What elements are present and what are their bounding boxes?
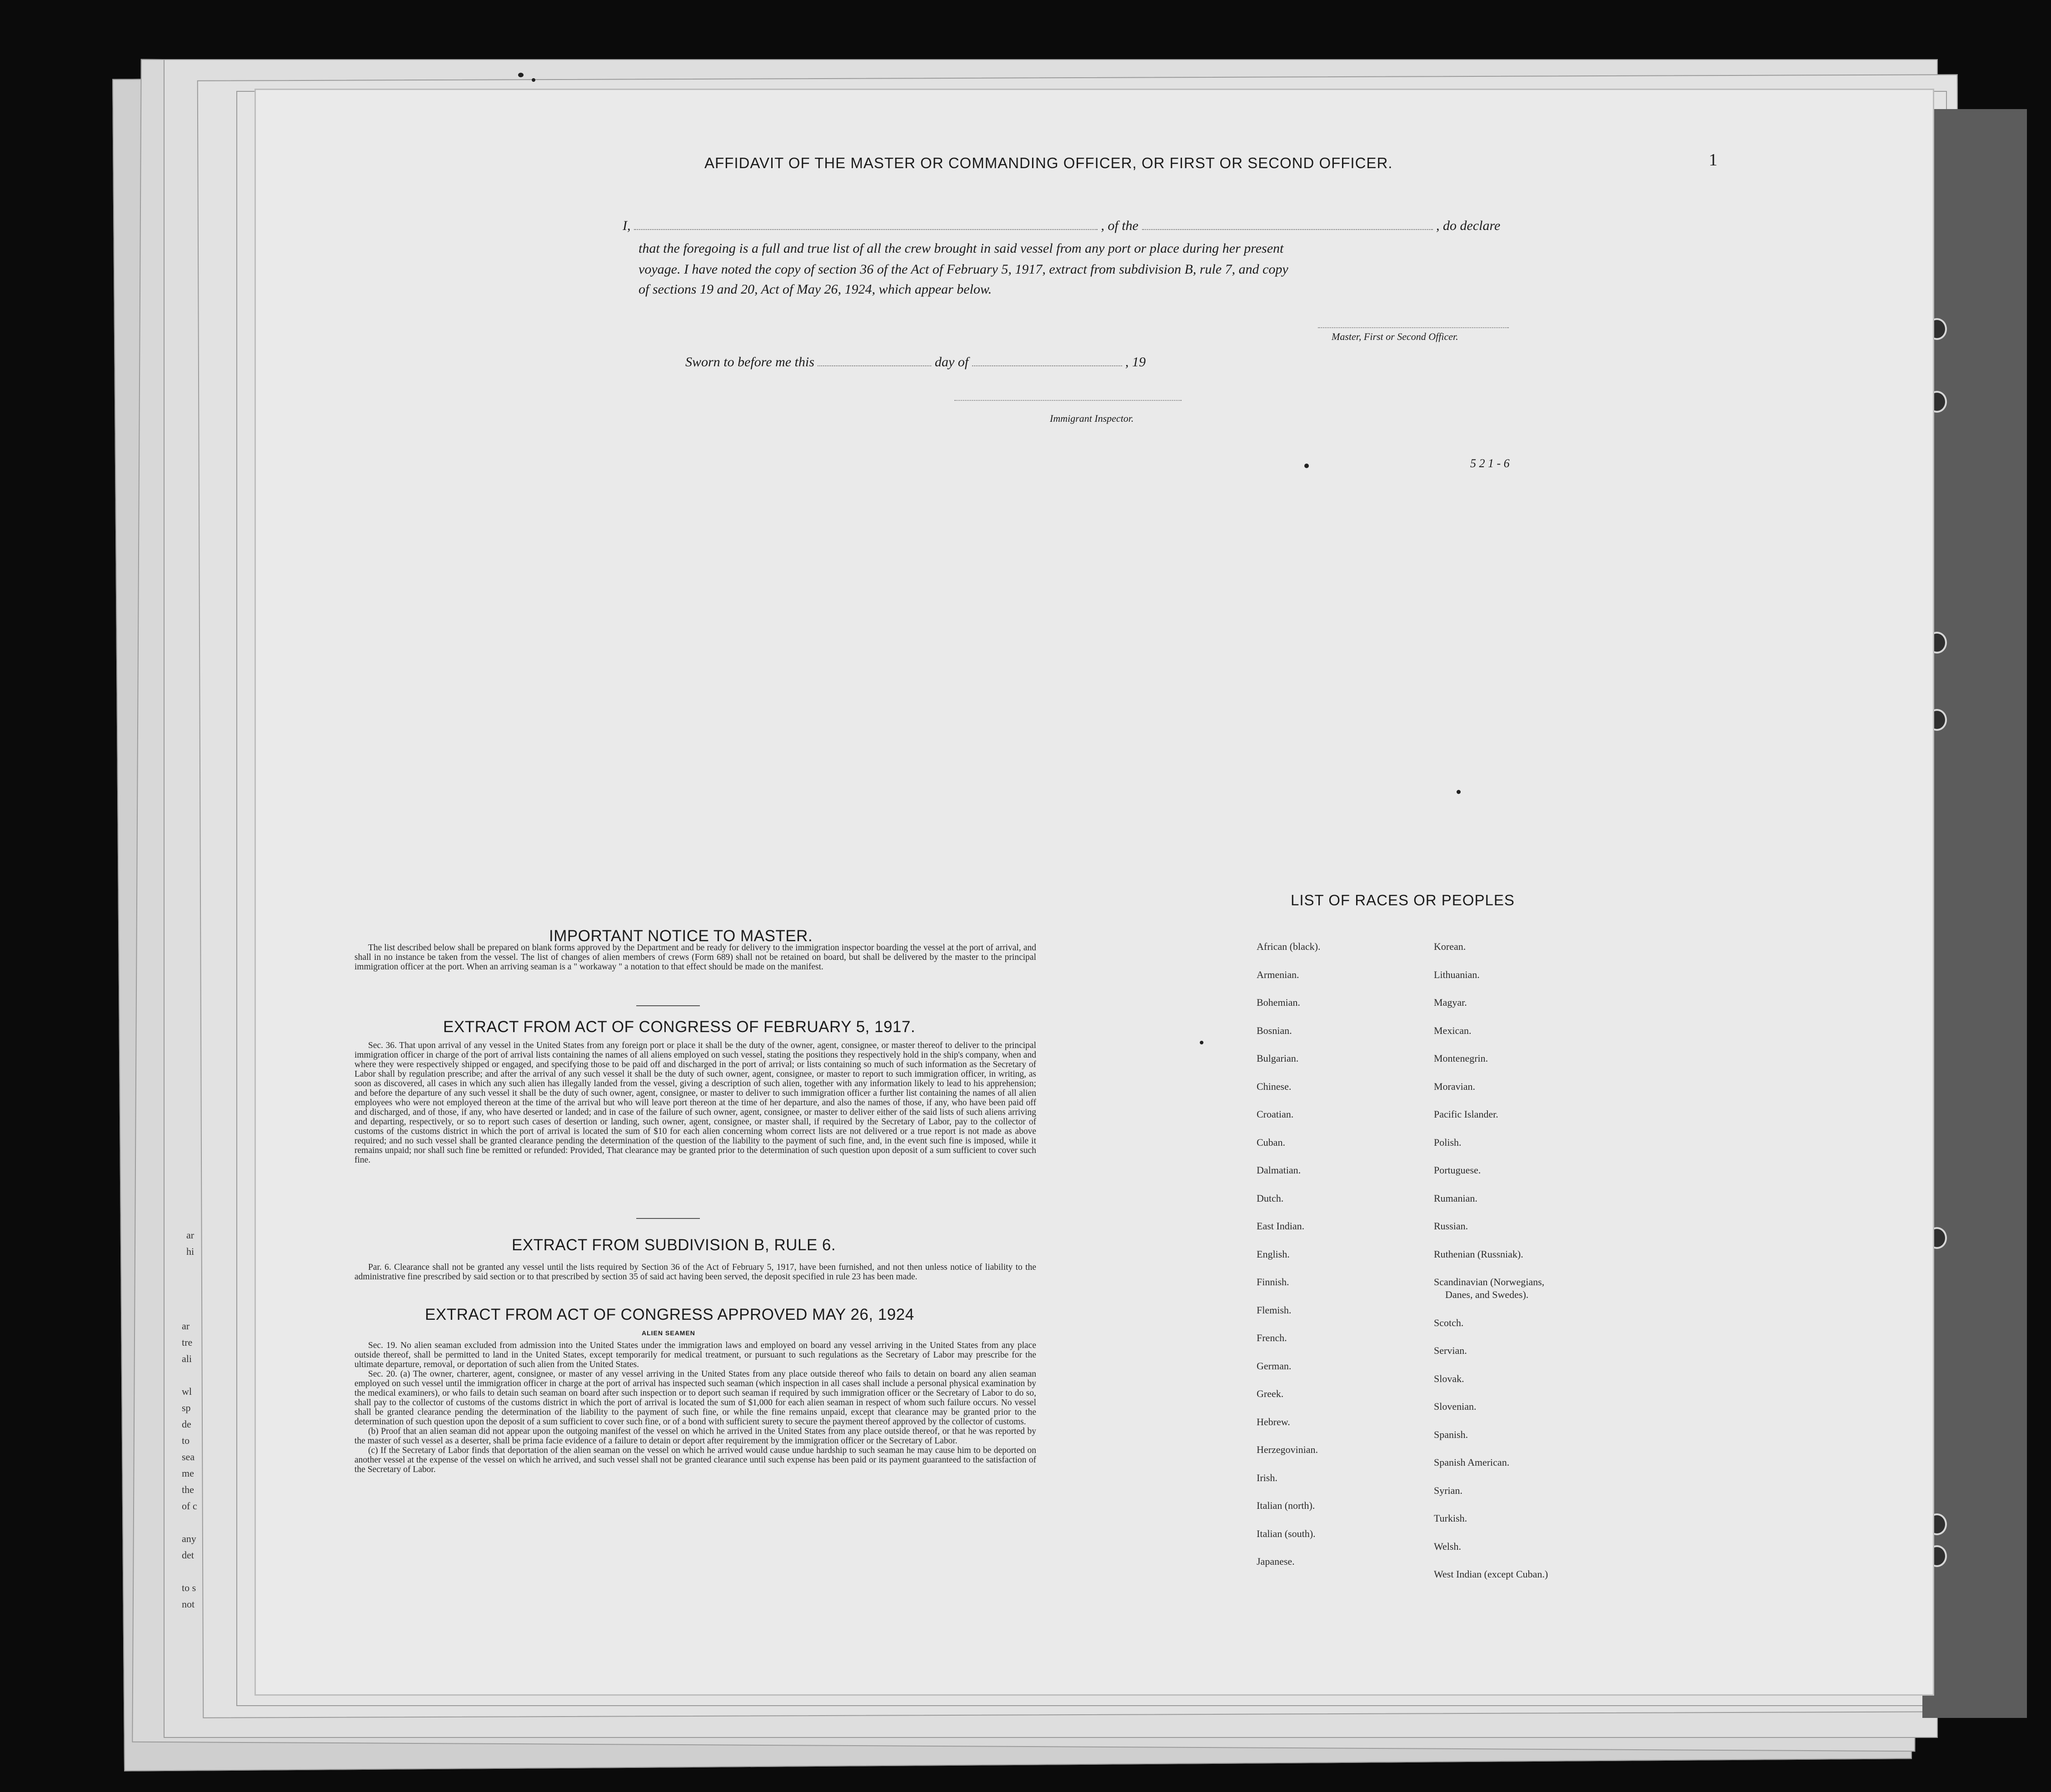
- race-item: Greek.: [1257, 1388, 1284, 1399]
- race-item: Chinese.: [1257, 1080, 1292, 1092]
- notice-title: IMPORTANT NOTICE TO MASTER.: [549, 927, 813, 945]
- dust-speck: [1200, 1041, 1203, 1044]
- race-item: Croatian.: [1257, 1108, 1294, 1120]
- sworn-label: Sworn to before me this: [685, 354, 814, 369]
- affidavit-i-label: I,: [623, 218, 631, 233]
- race-item: Hebrew.: [1257, 1416, 1290, 1428]
- race-item: Irish.: [1257, 1472, 1278, 1483]
- race-item: Mexican.: [1434, 1024, 1472, 1036]
- race-item: Magyar.: [1434, 997, 1467, 1008]
- affidavit-text-line: of sections 19 and 20, Act of May 26, 1924, which appear below.: [639, 282, 992, 297]
- race-item: African (black).: [1257, 941, 1321, 952]
- dust-speck: [1457, 790, 1461, 794]
- race-item: Bosnian.: [1257, 1024, 1292, 1036]
- race-item: Moravian.: [1434, 1080, 1476, 1092]
- affidavit-of-the-label: , of the: [1101, 218, 1138, 233]
- section-20c-paragraph: (c) If the Secretary of Labor finds that deportation of the alien seaman on the vessel on which he arrived would cause undue hardship to such seaman he may cause him to be deported on another vessel at the expense of the vessel on which he arrived, and such vessel shall not be granted clearance until such expense has been paid or its payment guaranteed to the satisfaction of the Secretary of Labor.: [354, 1446, 1036, 1474]
- race-item: Dutch.: [1257, 1192, 1284, 1204]
- race-item: Spanish American.: [1434, 1457, 1510, 1468]
- race-item: West Indian (except Cuban.): [1434, 1568, 1548, 1580]
- vessel-blank-field[interactable]: [1142, 218, 1433, 230]
- dust-speck: [518, 73, 524, 77]
- extract-1924-title: EXTRACT FROM ACT OF CONGRESS APPROVED MAY 26, 1924: [425, 1306, 914, 1323]
- race-item: Spanish.: [1434, 1428, 1468, 1440]
- page-number: 1: [1709, 150, 1717, 170]
- section-20a-paragraph: Sec. 20. (a) The owner, charterer, agent, consignee, or master of any vessel arriving in the United States from any place outside thereof who fails to detain on board any alien seaman employed on such vessel until the immigration officer in charge at the port of arrival has inspected such seaman (which inspection in all cases shall include a personal physical examination by the medical examiners), or who fails to detain such seaman on board after such inspection or to deport such seaman if required by such immigration officer or the Secretary of Labor to do so, shall pay to the collector of customs of the customs district in which the port of arrival is located the sum of $1,000 for each alien seaman in respect of whom such failure occurs. No vessel shall be granted clearance pending the determination of the liability to the payment of such fine, or while the fine remains unpaid, except that clearance may be granted prior to the determination of such question upon the deposit of a sum sufficient to cover such fine, or of a bond with sufficient surety to secure the payment thereof approved by the collector of customs.: [354, 1369, 1036, 1427]
- inspector-signature-line[interactable]: [954, 400, 1182, 401]
- rule-6-title: EXTRACT FROM SUBDIVISION B, RULE 6.: [512, 1236, 836, 1254]
- affidavit-title: AFFIDAVIT OF THE MASTER OR COMMANDING OFFICER, OR FIRST OR SECOND OFFICER.: [704, 155, 1393, 171]
- underlying-sheet-fragment: ar hi: [186, 1229, 195, 1257]
- race-item: Lithuanian.: [1434, 968, 1480, 980]
- sworn-month-blank[interactable]: [972, 354, 1122, 366]
- underlying-sheet-fragment: ar tre ali wl sp de to sea me the of c any det to s not: [182, 1320, 197, 1610]
- race-item: Italian (south).: [1257, 1527, 1316, 1539]
- dust-speck: [532, 78, 535, 82]
- race-item: Syrian.: [1434, 1484, 1462, 1496]
- notice-text: [354, 943, 1036, 972]
- race-item: Flemish.: [1257, 1304, 1292, 1316]
- race-item: Slovenian.: [1434, 1401, 1477, 1412]
- race-item: French.: [1257, 1332, 1287, 1343]
- race-item: East Indian.: [1257, 1220, 1305, 1232]
- dust-speck: [1304, 464, 1309, 468]
- extract-1917-text: [354, 1041, 1036, 1165]
- notice-paragraph: The list described below shall be prepared on blank forms approved by the Department and be ready for delivery to the immigration inspector boarding the vessel at the port of arrival, and shall in no instance be taken from the vessel. The list of changes of alien members of crews (Form 689) shall not be retained on board, but shall be delivered by the master to the principal immigration officer at the port. When an arriving seaman is a " workaway " a notation to that effect should be made on the manifest.: [354, 943, 1036, 972]
- extract-1924-text: [354, 1341, 1036, 1474]
- sworn-day-blank[interactable]: [818, 354, 931, 366]
- affidavit-text-line: that the foregoing is a full and true list of all the crew brought in said vessel from any port or place during her present: [639, 241, 1284, 256]
- race-item: Russian.: [1434, 1220, 1468, 1232]
- affidavit-text-line: voyage. I have noted the copy of section 36 of the Act of February 5, 1917, extract from subdivision B, rule 7, and copy: [639, 262, 1288, 277]
- race-item: Scandinavian (Norwegians,: [1434, 1276, 1545, 1288]
- inspector-caption: Immigrant Inspector.: [1050, 413, 1134, 424]
- race-item: Ruthenian (Russniak).: [1434, 1248, 1523, 1260]
- binding-strip: [1922, 109, 2027, 1718]
- race-item: Italian (north).: [1257, 1500, 1315, 1511]
- race-item: Danes, and Swedes).: [1445, 1289, 1529, 1300]
- race-item: Montenegrin.: [1434, 1053, 1488, 1064]
- year-label: , 19: [1125, 354, 1146, 369]
- section-19-paragraph: Sec. 19. No alien seaman excluded from admission into the United States under the immigration laws and employed on board any vessel arriving in the United States from any place outside thereof, shall be permitted to land in the United States, except temporarily for medical treatment, or pursuant to such regulations as the Secretary of Labor may prescribe for the ultimate departure, removal, or deportation of such alien from the United States.: [354, 1341, 1036, 1369]
- master-signature-line[interactable]: [1318, 327, 1509, 328]
- race-item: Scotch.: [1434, 1317, 1464, 1328]
- race-item: Turkish.: [1434, 1512, 1467, 1524]
- handwritten-mark: 5 2 1 - 6: [1470, 457, 1510, 470]
- race-item: Bohemian.: [1257, 997, 1300, 1008]
- race-item: Servian.: [1434, 1345, 1467, 1356]
- race-item: Welsh.: [1434, 1540, 1461, 1552]
- section-divider: [636, 1005, 700, 1006]
- sworn-line: [685, 354, 1146, 370]
- extract-1917-title: EXTRACT FROM ACT OF CONGRESS OF FEBRUARY 5, 1917.: [443, 1018, 916, 1036]
- race-item: Dalmatian.: [1257, 1164, 1301, 1176]
- rule-6-paragraph: Par. 6. Clearance shall not be granted any vessel until the lists required by Section 36 of the Act of February 5, 1917, have been furnished, and not then unless notice of liability to the administrative fine prescribed by said section or to that prescribed by section 35 of said act having been served, the deposit specified in rule 23 has been made.: [354, 1263, 1036, 1282]
- races-title: LIST OF RACES OR PEOPLES: [1291, 892, 1515, 908]
- day-of-label: day of: [934, 354, 969, 369]
- master-caption: Master, First or Second Officer.: [1332, 331, 1458, 342]
- affidavit-declaration-line: [623, 218, 1500, 234]
- race-item: Cuban.: [1257, 1136, 1285, 1148]
- race-item: English.: [1257, 1248, 1290, 1260]
- race-item: Japanese.: [1257, 1556, 1295, 1567]
- race-item: Bulgarian.: [1257, 1053, 1299, 1064]
- race-item: Rumanian.: [1434, 1192, 1477, 1204]
- race-item: Herzegovinian.: [1257, 1444, 1318, 1455]
- race-item: Korean.: [1434, 941, 1466, 952]
- section-20b-paragraph: (b) Proof that an alien seaman did not appear upon the outgoing manifest of the vessel on which he arrived in the United States from any place outside thereof, or that he was reported by the master of such vessel as a deserter, shall be prima facie evidence of a failure to detain or deport after requirement by the immigration officer or the Secretary of Labor.: [354, 1427, 1036, 1446]
- affidavit-declare-label: , do declare: [1436, 218, 1501, 233]
- race-item: Slovak.: [1434, 1373, 1464, 1384]
- rule-6-text: [354, 1263, 1036, 1282]
- race-item: German.: [1257, 1360, 1292, 1372]
- race-item: Pacific Islander.: [1434, 1108, 1498, 1120]
- section-36-paragraph: Sec. 36. That upon arrival of any vessel in the United States from any foreign port or place it shall be the duty of the owner, agent, consignee, or master thereof to deliver to the principal immigration officer in charge of the port of arrival lists containing the names of all aliens employed on such vessel, stating the positions they respectively hold in the ship's company, when and where they were respectively shipped or engaged, and specifying those to be paid off and discharged in the port of arrival; or lists containing so much of such information as the Secretary of Labor shall by regulation prescribe; and after the arrival of any such vessel it shall be the duty of such owner, agent, consignee, or master to report to such immigration officer, in writing, as soon as discovered, all cases in which any such alien has illegally landed from the vessel, giving a description of such alien, together with any information likely to lead to his apprehension; and before the departure of any such vessel it shall be the duty of such owner, agent, consignee, or master to deliver to such immigration officer a further list containing the names of all alien employees who were not employed thereon at the time of the arrival but who will leave port thereon at the time of her departure, and also the names of those, if any, who have been paid off and discharged, and of those, if any, who have deserted or landed; and in case of the failure of such owner, agent, consignee, or master to deliver either of the said lists of such aliens arriving and departing, respectively, or so to report such cases of desertion or landing, such owner, agent, consignee, or master shall, if required by the Secretary of Labor, pay to the collector of customs of the customs district in which the port of arrival is located the sum of $10 for each alien concerning whom correct lists are not delivered or a true report is not made as above required; and no such vessel shall be granted clearance pending the determination of the question of the liability to the payment of such fine, and, in the event such fine is imposed, while it remains unpaid; nor shall such fine be remitted or refunded: Provided, That clearance may be granted prior to the determination of such question upon deposit of a sum sufficient to cover such fine.: [354, 1041, 1036, 1165]
- race-item: Portuguese.: [1434, 1164, 1481, 1176]
- alien-seamen-subtitle: ALIEN SEAMEN: [642, 1329, 695, 1337]
- race-item: Polish.: [1434, 1136, 1462, 1148]
- name-blank-field[interactable]: [634, 218, 1098, 230]
- race-item: Finnish.: [1257, 1276, 1289, 1288]
- section-divider: [636, 1218, 700, 1219]
- race-item: Armenian.: [1257, 968, 1299, 980]
